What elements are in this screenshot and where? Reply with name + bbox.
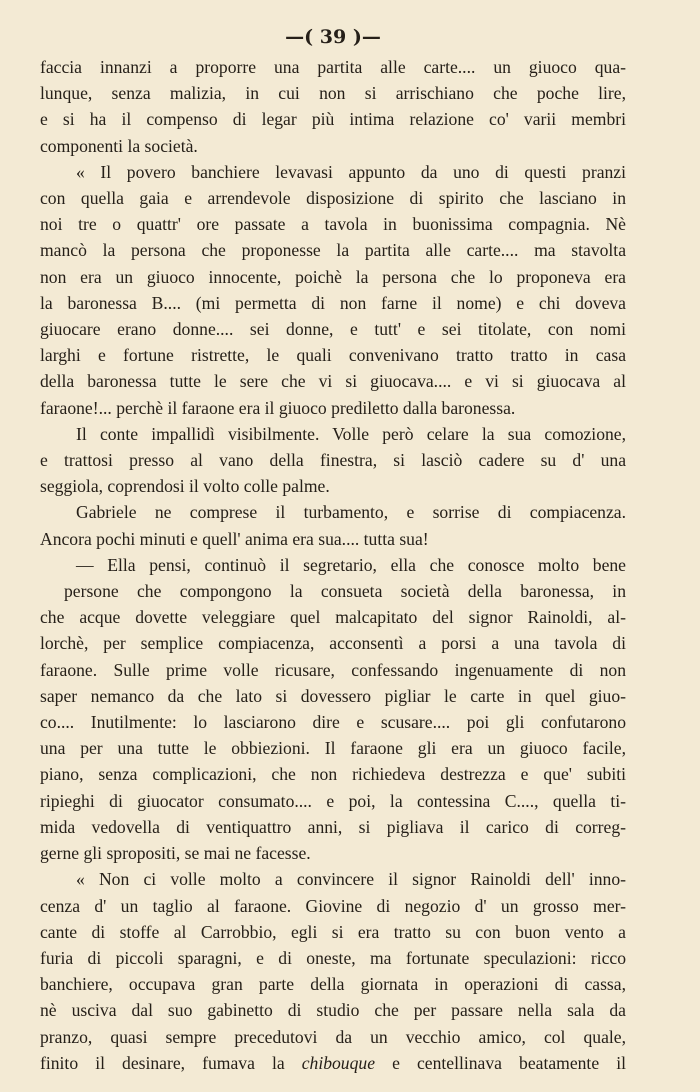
text-line: faraone. Sulle prime volle ricusare, confessando ingenuamente di non	[40, 659, 626, 680]
text-line: persone che compongono la consueta società della baronessa, in	[64, 581, 626, 602]
text-line: cante di stoffe al Carrobbio, egli si era tratto su con buon vento a	[40, 921, 626, 942]
text-line: la baronessa B.... (mi permetta di non farne il nome) e chi doveva	[40, 292, 626, 313]
text-line: faraone!... perchè il faraone era il giuoco prediletto dalla baronessa.	[40, 397, 516, 418]
text-line: « Il povero banchiere levavasi appunto da uno di questi pranzi	[76, 161, 626, 182]
text-line: mida vedovella di ventiquattro anni, si pigliava il carico di correg-	[40, 816, 626, 837]
text-line: banchiere, occupava gran parte della giornata in operazioni di cassa,	[40, 974, 626, 995]
text-line: Ancora pochi minuti e quell' anima era sua.... tutta sua!	[40, 528, 429, 549]
text-line: « Non ci volle molto a convincere il signor Rainoldi dell' inno-	[76, 869, 626, 890]
text-line: e si ha il compenso di legar più intima relazione co' varii membri	[40, 109, 626, 130]
text-line: con quella gaia e arrendevole disposizione di spirito che lasciano in	[40, 188, 626, 209]
text-line: e trattosi presso al vano della finestra, si lasciò cadere su d' una	[40, 450, 626, 471]
text-line: seggiola, coprendosi il volto colle palme.	[40, 476, 330, 497]
text-line: della baronessa tutte le sere che vi si giuocava.... e vi si giuocava al	[40, 371, 626, 392]
text-line: non era un giuoco innocente, poichè la persona che lo proponeva era	[40, 266, 626, 287]
text-line: larghi e fortune ristrette, le quali convenivano tratto tratto in casa	[40, 345, 626, 366]
page-body	[40, 54, 626, 1076]
text-line: che acque dovette veleggiare quel malcapitato del signor Rainoldi, al-	[40, 607, 626, 628]
text-line: Il conte impallidì visibilmente. Volle però celare la sua comozione,	[76, 423, 626, 444]
text-line-final	[40, 1050, 626, 1076]
text-line: lunque, senza malizia, in cui non si arrischiano che poche lire,	[40, 83, 626, 104]
text-line: gerne gli spropositi, se mai ne facesse.	[40, 843, 311, 864]
text-line: — Ella pensi, continuò il segretario, ella che conosce molto bene	[76, 554, 626, 575]
text-line: cenza d' un taglio al faraone. Giovine di negozio d' un grosso mer-	[40, 895, 626, 916]
text-line: mancò la persona che proponesse la partita alle carte.... ma stavolta	[40, 240, 626, 261]
text-line-end: e centellinava beatamente il	[375, 1052, 626, 1073]
text-line: furia di piccoli sparagni, e di oneste, ma fortunate speculazioni: ricco	[40, 947, 626, 968]
text-line: saper nemanco da che lato si dovessero pigliar le carte in quel giuo-	[40, 685, 626, 706]
text-line-start: finito il desinare, fumava la	[40, 1052, 302, 1073]
text-line: ripieghi di giuocator consumato.... e poi, la contessina C...., quella ti-	[40, 790, 626, 811]
text-line: giuocare erano donne.... sei donne, e tutt' e sei titolate, con nomi	[40, 319, 626, 340]
text-line: Gabriele ne comprese il turbamento, e sorrise di compiacenza.	[76, 502, 626, 523]
text-line: componenti la società.	[40, 135, 198, 156]
text-line: faccia innanzi a proporre una partita alle carte.... un giuoco qua-	[40, 57, 626, 77]
text-line: lorchè, per semplice compiacenza, acconsentì a porsi a una tavola di	[40, 633, 626, 654]
text-line: co.... Inutilmente: lo lasciarono dire e scusare.... poi gli confutarono	[40, 712, 626, 733]
page-number-header: —( 39 )—	[285, 26, 381, 48]
text-line: piano, senza complicazioni, che non richiedeva destrezza e que' subiti	[40, 764, 626, 785]
text-line: pranzo, quasi sempre precedutovi da un vecchio amico, col quale,	[40, 1026, 626, 1047]
text-line: una per una tutte le obbiezioni. Il faraone gli era un giuoco facile,	[40, 738, 626, 759]
italic-word: chibouque	[301, 1052, 376, 1073]
text-line: nè usciva dal suo gabinetto di studio che per passare nella sala da	[40, 1000, 626, 1021]
text-line: noi tre o quattr' ore passate a tavola in buonissima compagnia. Nè	[40, 214, 626, 235]
